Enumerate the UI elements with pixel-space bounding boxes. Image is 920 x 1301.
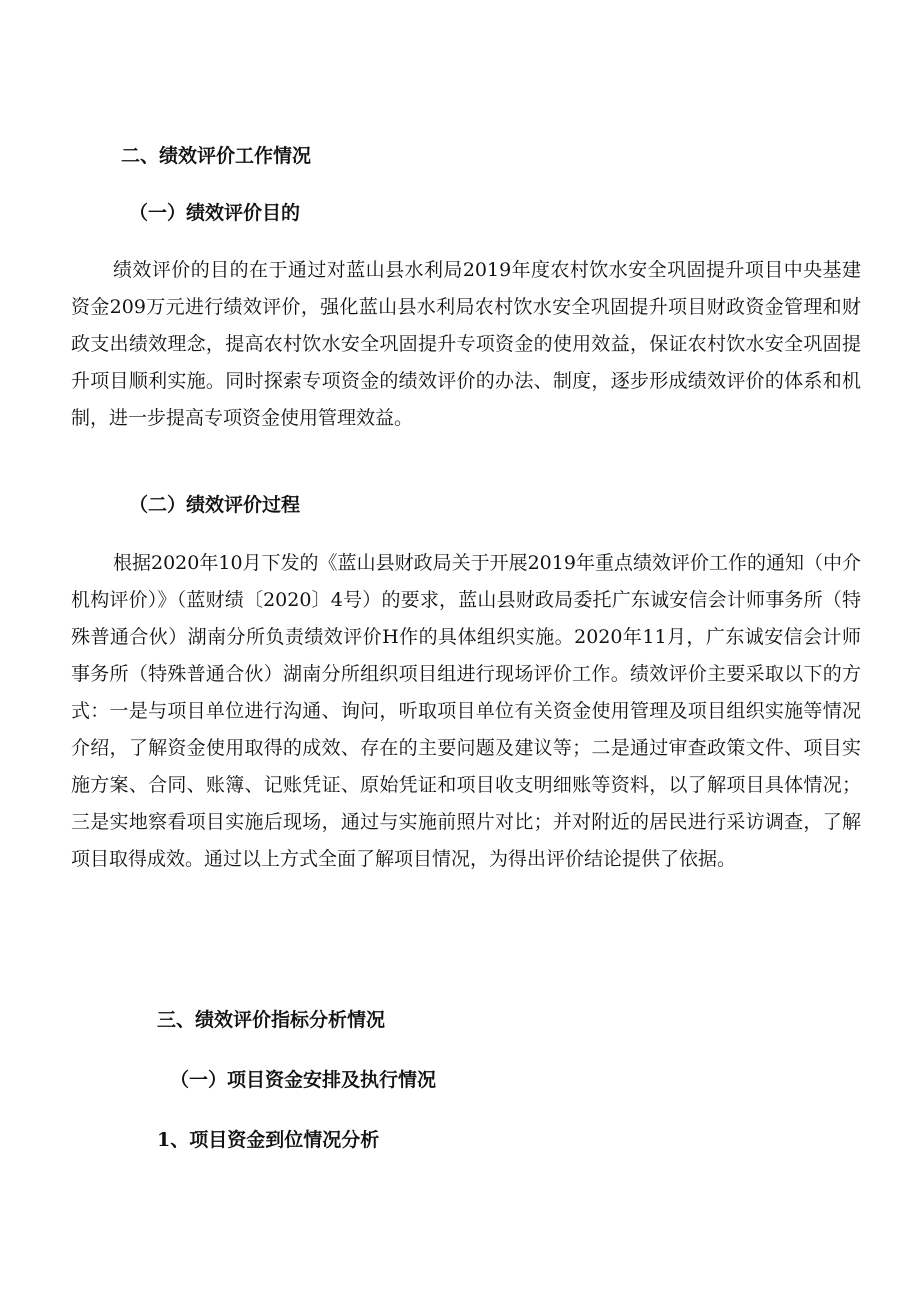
section-2-1-heading: （一）绩效评价目的 (129, 202, 301, 224)
section-3-item-1-heading: 1、项目资金到位情况分析 (157, 1129, 380, 1151)
section-3-heading: 三、绩效评价指标分析情况 (157, 1009, 386, 1031)
section-2-2-paragraph: 根据2020年10月下发的《蓝山县财政局关于开展2019年重点绩效评价工作的通知（中介机构评价）》（蓝财绩〔2020〕4号）的要求，蓝山县财政局委托广东诚安信会计师事务所（特殊普通合伙）湖南分所负责绩效评价H作的具体组织实施。2020年11月，广东诚安信会计师事务所（特殊普通合伙）湖南分所组织项目组进行现场评价工作。绩效评价主要采取以下的方式：一是与项目单位进行沟通、询问，听取项目单位有关资金使用管理及项目组织实施等情况介绍，了解资金使用取得的成效、存在的主要问题及建议等；二是通过审查政策文件、项目实施方案、合同、账簿、记账凭证、原始凭证和项目收支明细账等资料，以了解项目具体情况；三是实地察看项目实施后现场，通过与实施前照片对比；并对附近的居民进行采访调查，了解项目取得成效。通过以上方式全面了解项目情况，为得出评价结论提供了依据。 (71, 552, 861, 870)
section-2-heading: 二、绩效评价工作情况 (121, 145, 312, 167)
section-2-2-heading: （二）绩效评价过程 (129, 494, 301, 516)
section-2-1-paragraph: 绩效评价的目的在于通过对蓝山县水利局2019年度农村饮水安全巩固提升项目中央基建资金209万元进行绩效评价，强化蓝山县水利局农村饮水安全巩固提升项目财政资金管理和财政支出绩效理念，提高农村饮水安全巩固提升专项资金的使用效益，保证农村饮水安全巩固提升项目顺利实施。同时探索专项资金的绩效评价的办法、制度，逐步形成绩效评价的体系和机制，进一步提高专项资金使用管理效益。 (71, 259, 861, 429)
section-3-1-heading: （一）项目资金安排及执行情况 (170, 1069, 437, 1091)
